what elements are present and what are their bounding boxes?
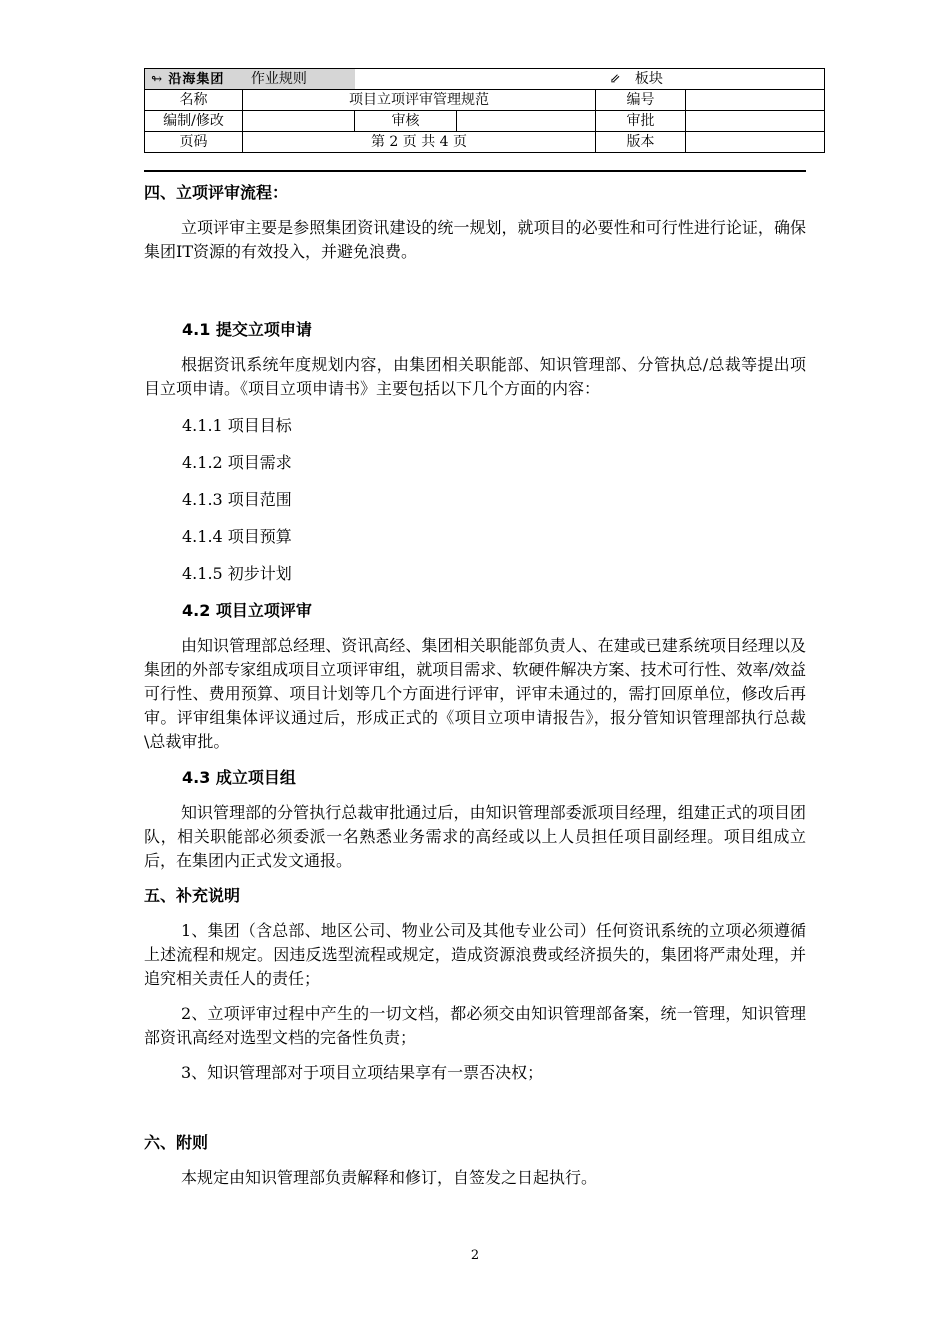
document-header-table <box>144 68 825 153</box>
company-name: 沿海集团 <box>168 71 225 87</box>
section-6-title: 六、附则 <box>144 1133 209 1152</box>
review-label: 审核 <box>355 111 457 132</box>
document-body <box>144 172 806 1190</box>
name-value: 项目立项评审管理规范 <box>243 90 596 111</box>
list-item: 4.1.2 项目需求 <box>182 453 292 472</box>
name-label: 名称 <box>145 90 243 111</box>
page-number: 2 <box>470 1248 480 1263</box>
version-value <box>686 132 825 153</box>
approve-label: 审批 <box>596 111 686 132</box>
header-row-name <box>145 90 825 111</box>
section-6-text: 本规定由知识管理部负责解释和修订，自签发之日起执行。 <box>181 1168 598 1187</box>
list-item: 4.1.1 项目目标 <box>182 416 292 435</box>
header-top-row <box>145 69 825 90</box>
section-arrow-icon: ⇙ <box>609 71 621 87</box>
edit-label: 编制/修改 <box>145 111 243 132</box>
section-5-para-3: 3、知识管理部对于项目立项结果享有一票否决权； <box>181 1063 544 1082</box>
section-4-1-text: 根据资讯系统年度规划内容，由集团相关职能部、知识管理部、分管执总/总裁等提出项目立项申请。《项目立项申请书》主要包括以下几个方面的内容： <box>144 355 806 398</box>
header-row-edit <box>145 111 825 132</box>
section-4-2-text: 由知识管理部总经理、资讯高经、集团相关职能部负责人、在建或已建系统项目经理以及集团的外部专家组成项目立项评审组，就项目需求、软硬件解决方案、技术可行性、效率/效益可行性、费用预算、项目计划等几个方面进行评审，评审未通过的，需打回原单位，修改后再审。评审组集体评议通过后，形成正式的《项目立项申请报告》，报分管知识管理部执行总裁\总裁审批。 <box>144 636 806 751</box>
company-logo-icon: ↬ <box>151 71 162 87</box>
section-4-intro: 立项评审主要是参照集团资讯建设的统一规划，就项目的必要性和可行性进行论证，确保集团IT资源的有效投入，并避免浪费。 <box>144 218 806 261</box>
section-5-title: 五、补充说明 <box>144 886 241 905</box>
page-value: 第 2 页 共 4 页 <box>243 132 596 153</box>
section-4-title: 四、立项评审流程： <box>144 183 289 202</box>
list-item: 4.1.5 初步计划 <box>182 564 292 583</box>
version-label: 版本 <box>596 132 686 153</box>
section-cell <box>596 69 825 90</box>
section-4-3-title: 4.3 成立项目组 <box>182 768 296 787</box>
number-label: 编号 <box>596 90 686 111</box>
doc-type: 作业规则 <box>250 70 307 87</box>
edit-value <box>243 111 355 132</box>
section-5-para-1: 1、集团（含总部、地区公司、物业公司及其他专业公司）任何资讯系统的立项必须遵循上述流程和规定。因违反选型流程或规定，造成资源浪费或经济损失的，集团将严肃处理，并追究相关责任人的责任； <box>144 921 806 988</box>
section-label: 板块 <box>634 70 663 87</box>
number-value <box>686 90 825 111</box>
section-4-3-text: 知识管理部的分管执行总裁审批通过后，由知识管理部委派项目经理，组建正式的项目团队，相关职能部必须委派一名熟悉业务需求的高经或以上人员担任项目副经理。项目组成立后，在集团内正式发文通报。 <box>144 803 806 870</box>
list-item: 4.1.3 项目范围 <box>182 490 292 509</box>
section-5-para-2: 2、立项评审过程中产生的一切文档，都必须交由知识管理部备案，统一管理，知识管理部资讯高经对选型文档的完备性负责； <box>144 1004 806 1047</box>
section-4-1-title: 4.1 提交立项申请 <box>182 320 312 339</box>
brand-cell <box>145 69 355 90</box>
review-value <box>457 111 596 132</box>
section-4-2-title: 4.2 项目立项评审 <box>182 601 312 620</box>
page-label: 页码 <box>145 132 243 153</box>
list-item: 4.1.4 项目预算 <box>182 527 292 546</box>
approve-value <box>686 111 825 132</box>
header-row-page <box>145 132 825 153</box>
header-blank-cell <box>355 69 596 90</box>
